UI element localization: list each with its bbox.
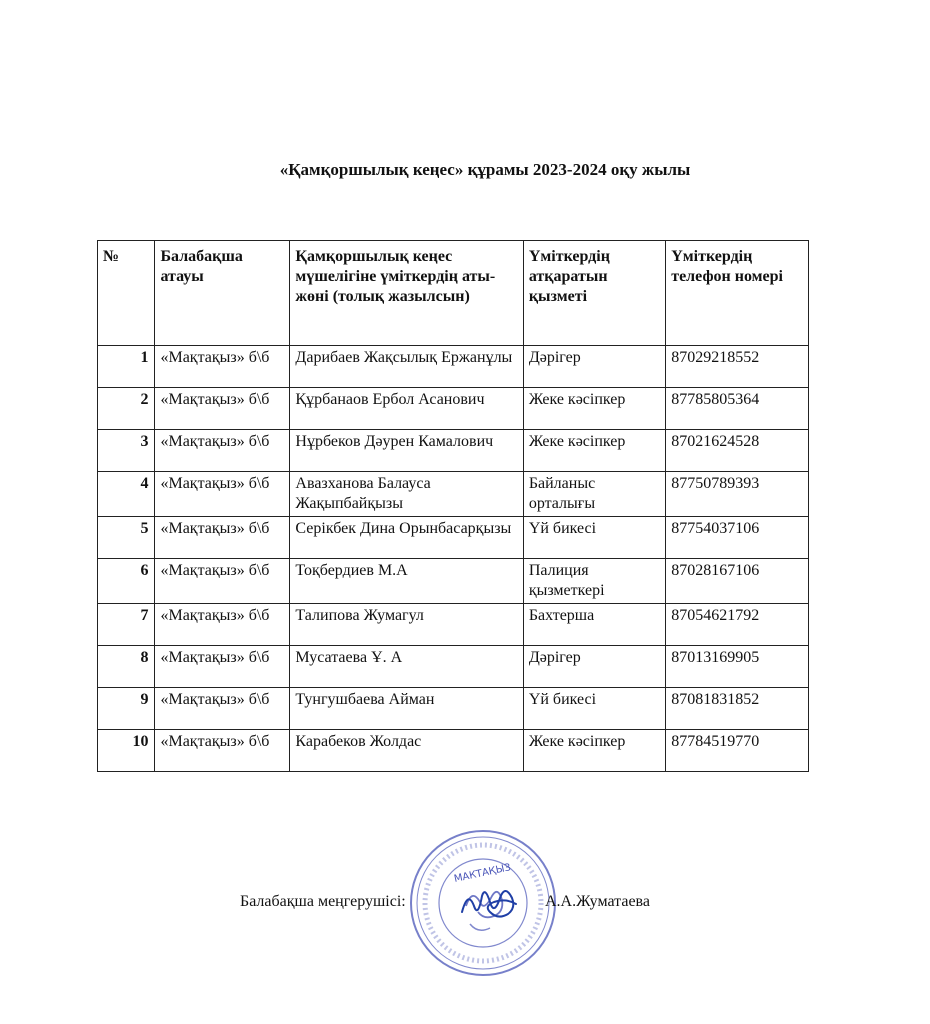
table-body	[98, 346, 809, 772]
full-name-cell: Авазханова Балауса Жақыпбайқызы	[290, 472, 523, 517]
position-cell: Палиция қызметкері	[523, 559, 665, 604]
header-phone: Үміткердің телефон номері	[666, 241, 809, 346]
phone-cell: 87028167106	[666, 559, 809, 604]
header-position: Үміткердің атқаратын қызметі	[523, 241, 665, 346]
phone-cell: 87784519770	[666, 730, 809, 772]
position-cell: Жеке кәсіпкер	[523, 430, 665, 472]
kindergarten-cell: «Мақтақыз» б\б	[155, 472, 290, 517]
full-name-cell: Дарибаев Жақсылық Ержанұлы	[290, 346, 523, 388]
table-row	[98, 730, 809, 772]
position-cell: Жеке кәсіпкер	[523, 730, 665, 772]
table-row	[98, 517, 809, 559]
position-cell: Дәрігер	[523, 646, 665, 688]
phone-cell: 87750789393	[666, 472, 809, 517]
head-name: А.А.Жуматаева	[545, 893, 650, 910]
kindergarten-cell: «Мақтақыз» б\б	[155, 388, 290, 430]
kindergarten-cell: «Мақтақыз» б\б	[155, 346, 290, 388]
signature	[458, 882, 528, 932]
head-label: Балабақша меңгерушісі:	[240, 893, 406, 910]
kindergarten-cell: «Мақтақыз» б\б	[155, 559, 290, 604]
position-cell: Жеке кәсіпкер	[523, 388, 665, 430]
header-number: №	[98, 241, 155, 346]
table-header-row	[98, 241, 809, 346]
header-kindergarten: Балабақша атауы	[155, 241, 290, 346]
position-cell: Дәрігер	[523, 346, 665, 388]
phone-cell: 87081831852	[666, 688, 809, 730]
full-name-cell: Мусатаева Ұ. А	[290, 646, 523, 688]
row-number: 10	[98, 730, 155, 772]
phone-cell: 87754037106	[666, 517, 809, 559]
table-row	[98, 388, 809, 430]
phone-cell: 87054621792	[666, 604, 809, 646]
seal-text: МАКТАҚЫЗ	[453, 862, 512, 885]
position-cell: Үй бикесі	[523, 688, 665, 730]
kindergarten-cell: «Мақтақыз» б\б	[155, 646, 290, 688]
full-name-cell: Құрбанаов Ербол Асанович	[290, 388, 523, 430]
full-name-cell: Карабеков Жолдас	[290, 730, 523, 772]
row-number: 6	[98, 559, 155, 604]
kindergarten-cell: «Мақтақыз» б\б	[155, 730, 290, 772]
phone-cell: 87021624528	[666, 430, 809, 472]
kindergarten-cell: «Мақтақыз» б\б	[155, 688, 290, 730]
phone-cell: 87013169905	[666, 646, 809, 688]
phone-cell: 87785805364	[666, 388, 809, 430]
row-number: 2	[98, 388, 155, 430]
position-cell: Байланыс орталығы	[523, 472, 665, 517]
row-number: 5	[98, 517, 155, 559]
full-name-cell: Талипова Жумагул	[290, 604, 523, 646]
full-name-cell: Тунгушбаева Айман	[290, 688, 523, 730]
row-number: 3	[98, 430, 155, 472]
row-number: 9	[98, 688, 155, 730]
document-title: «Қамқоршылық кеңес» құрамы 2023-2024 оқу жылы	[279, 160, 691, 179]
kindergarten-cell: «Мақтақыз» б\б	[155, 604, 290, 646]
table-row	[98, 346, 809, 388]
kindergarten-cell: «Мақтақыз» б\б	[155, 430, 290, 472]
table-row	[98, 430, 809, 472]
table-row	[98, 688, 809, 730]
full-name-cell: Серікбек Дина Орынбасарқызы	[290, 517, 523, 559]
table-row	[98, 646, 809, 688]
position-cell: Бахтерша	[523, 604, 665, 646]
table-row	[98, 604, 809, 646]
kindergarten-cell: «Мақтақыз» б\б	[155, 517, 290, 559]
table-row	[98, 472, 809, 517]
members-table	[97, 240, 809, 772]
position-cell: Үй бикесі	[523, 517, 665, 559]
full-name-cell: Тоқбердиев М.А	[290, 559, 523, 604]
row-number: 7	[98, 604, 155, 646]
row-number: 1	[98, 346, 155, 388]
phone-cell: 87029218552	[666, 346, 809, 388]
row-number: 4	[98, 472, 155, 517]
row-number: 8	[98, 646, 155, 688]
table-row	[98, 559, 809, 604]
header-full-name: Қамқоршылық кеңес мүшелігіне үміткердің аты-жөні (толық жазылсын)	[290, 241, 523, 346]
full-name-cell: Нұрбеков Дәурен Камалович	[290, 430, 523, 472]
